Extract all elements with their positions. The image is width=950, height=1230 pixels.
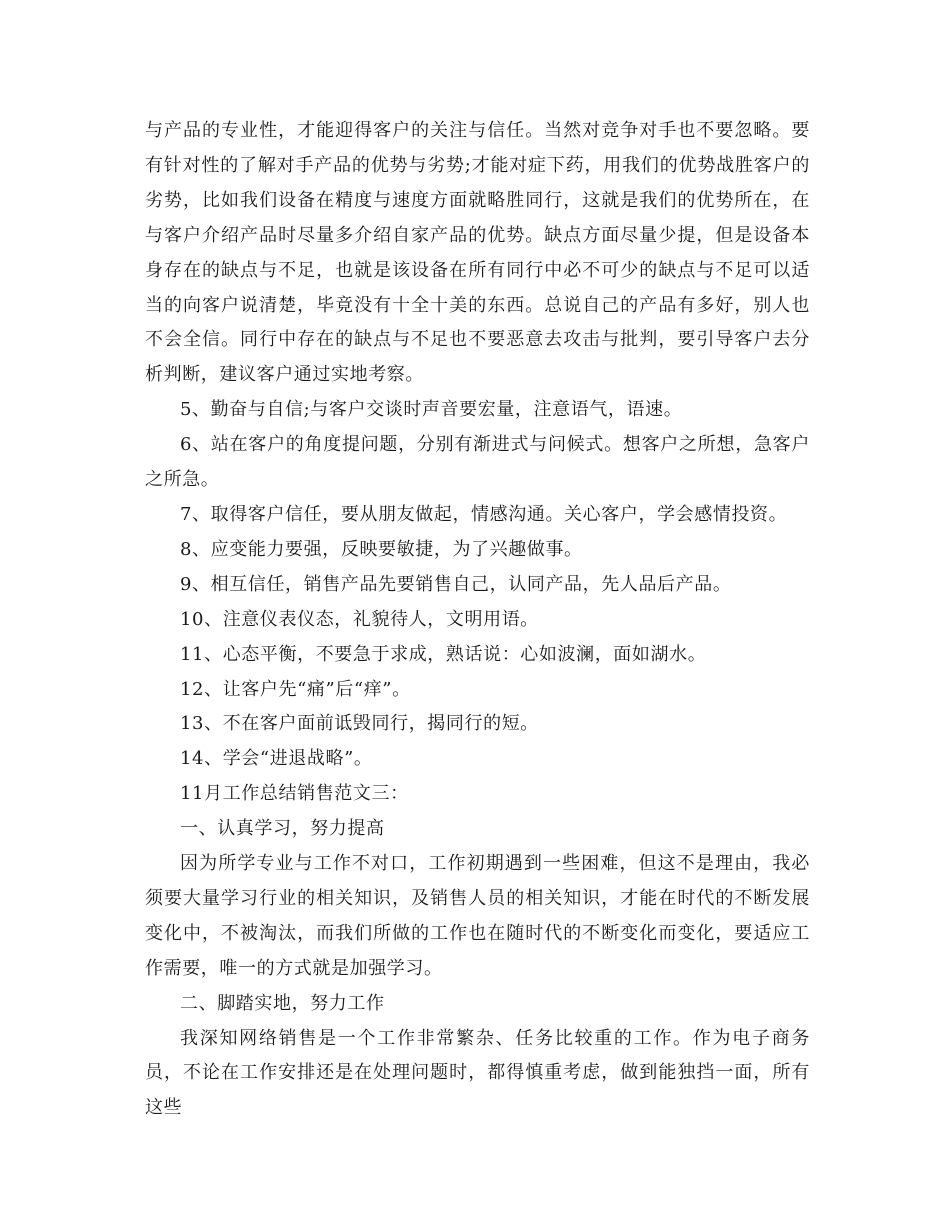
document-body (145, 114, 810, 1126)
paragraph-continuation: 与产品的专业性，才能迎得客户的关注与信任。当然对竞争对手也不要忽略。要有针对性的了解对手产品的优势与劣势;才能对症下药，用我们的优势战胜客户的劣势，比如我们设备在精度与速度方面就略胜同行，这就是我们的优势所在，在与客户介绍产品时尽量多介绍自家产品的优势。缺点方面尽量少提，但是设备本身存在的缺点与不足，也就是该设备在所有同行中必不可少的缺点与不足可以适当的向客户说清楚，毕竟没有十全十美的东西。总说自己的产品有多好，别人也不会全信。同行中存在的缺点与不足也不要恶意去攻击与批判，要引导客户去分析判断，建议客户通过实地考察。 (145, 120, 810, 386)
section-title: 11月工作总结销售范文三： (180, 783, 409, 805)
list-item-12: 12、让客户先“痛”后“痒”。 (180, 678, 411, 700)
list-item-9: 9、相互信任，销售产品先要销售自己，认同产品，先人品后产品。 (180, 573, 732, 595)
list-item-14: 14、学会“进退战略”。 (180, 748, 373, 770)
list-item-5: 5、勤奋与自信;与客户交谈时声音要宏量，注意语气，语速。 (180, 399, 683, 421)
list-item-6: 6、站在客户的角度提问题，分别有渐进式与问候式。想客户之所想，急客户之所急。 (145, 434, 810, 491)
list-item-7: 7、取得客户信任，要从朋友做起，情感沟通。关心客户，学会感情投资。 (180, 503, 788, 525)
list-item-8: 8、应变能力要强，反映要敏捷，为了兴趣做事。 (180, 538, 583, 560)
list-item-10: 10、注意仪表仪态，礼貌待人，文明用语。 (180, 608, 539, 630)
list-item-11: 11、心态平衡，不要急于求成，熟话说：心如波澜，面如湖水。 (180, 643, 707, 665)
paragraph-work: 我深知网络销售是一个工作非常繁杂、任务比较重的工作。作为电子商务员，不论在工作安排还是在处理问题时，都得慎重考虑，做到能独挡一面，所有这些 (145, 1027, 810, 1119)
subheading-1: 一、认真学习，努力提高 (180, 818, 385, 840)
list-item-13: 13、不在客户面前诋毁同行，揭同行的短。 (180, 713, 539, 735)
paragraph-study: 因为所学专业与工作不对口，工作初期遇到一些困难，但这不是理由，我必须要大量学习行业的相关知识，及销售人员的相关知识，才能在时代的不断发展变化中，不被淘汰，而我们所做的工作也在随时代的不断变化而变化，要适应工作需要，唯一的方式就是加强学习。 (145, 853, 810, 979)
subheading-2: 二、脚踏实地，努力工作 (180, 992, 385, 1014)
